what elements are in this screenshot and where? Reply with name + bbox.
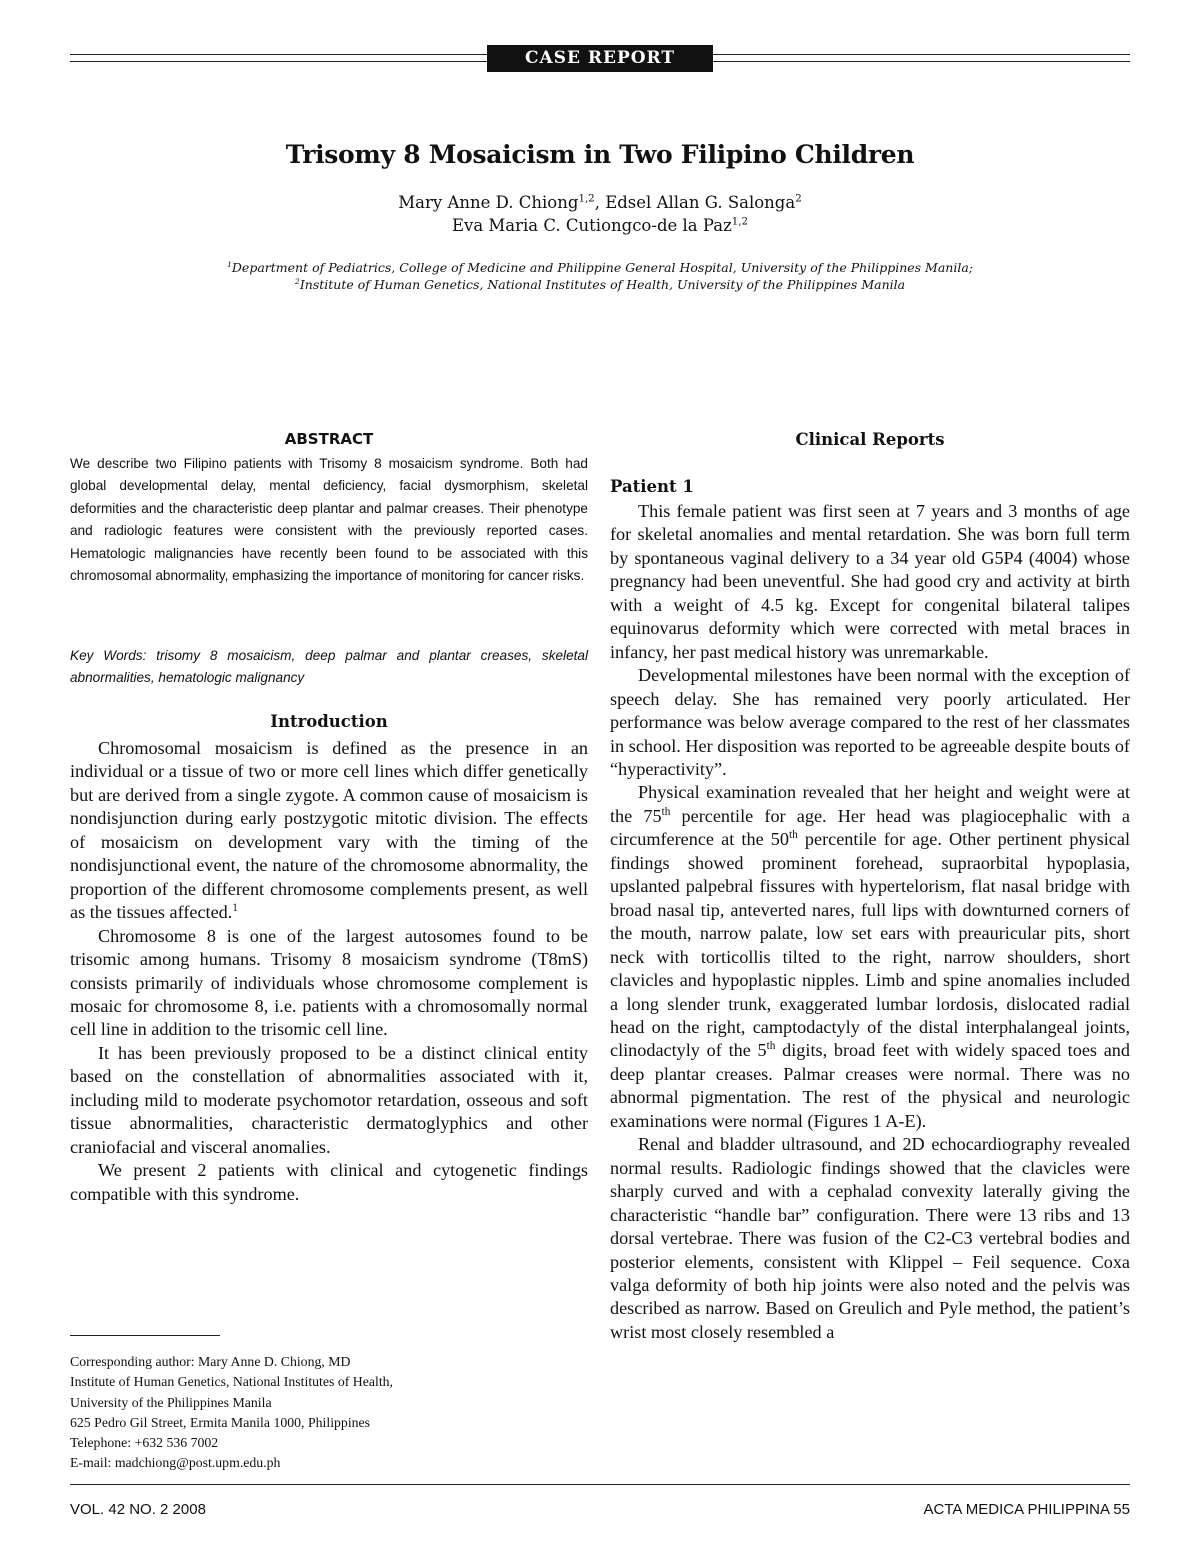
author-affiliation-mark: 2 bbox=[795, 193, 802, 205]
affiliation-1 bbox=[0, 260, 1200, 275]
author-affiliation-mark: 1,2 bbox=[731, 216, 749, 228]
footnote-line: Telephone: +632 536 7002 bbox=[70, 1435, 219, 1451]
paragraph: This female patient was first seen at 7 years and 3 months of age for skeletal anomalies and mental retardation. She was born full term by spontaneous vaginal delivery to a 34 year old G5P4 (4004) whose pregnancy had been uneventful. She had good cry and activity at birth with a weight of 4.5 kg. Except for congenital bilateral talipes equinovarus deformity which were corrected with metal braces in infancy, her past medical history was unremarkable. bbox=[610, 501, 1130, 662]
affiliation-2 bbox=[0, 277, 1200, 292]
ordinal-suffix: th bbox=[661, 805, 671, 818]
footnote-line: Corresponding author: Mary Anne D. Chiong, MD bbox=[70, 1354, 351, 1369]
author-line-2 bbox=[0, 216, 1200, 235]
footnote-line: E-mail: madchiong@post.upm.edu.ph bbox=[70, 1455, 281, 1471]
header-rule-right-top bbox=[713, 54, 1130, 55]
author-name: Mary Anne D. Chiong bbox=[398, 193, 579, 212]
affiliation-mark: 1 bbox=[226, 259, 232, 269]
introduction-heading: Introduction bbox=[270, 712, 388, 731]
paragraph: We present 2 patients with clinical and cytogenetic findings compatible with this syndrome. bbox=[70, 1160, 588, 1204]
affiliation-mark: 2 bbox=[294, 276, 300, 286]
header-rule-right-bottom bbox=[713, 61, 1130, 62]
author-name: Edsel Allan G. Salonga bbox=[605, 193, 796, 212]
footnote-rule bbox=[70, 1335, 220, 1336]
author-name: Eva Maria C. Cutiongco-de la Paz bbox=[451, 216, 732, 235]
footnote-line: Institute of Human Genetics, National Institutes of Health, bbox=[70, 1374, 394, 1390]
abstract-body: We describe two Filipino patients with Trisomy 8 mosaicism syndrome. Both had global developmental delay, mental deficiency, facial dysmorphism, skeletal deformities and the characteristic deep plantar and palmar creases. Their phenotype and radiologic features were consistent with the previously reported cases. Hematologic malignancies have recently been found to be associated with this chromosomal abnormality, emphasizing the importance of monitoring for cancer risks. bbox=[70, 456, 588, 584]
journal-page: ACTA MEDICA PHILIPPINA 55 bbox=[923, 1501, 1130, 1518]
author-separator: , bbox=[594, 193, 606, 212]
paragraph-text: percentile for age. Other pertinent physical findings showed prominent forehead, supraorbital hypoplasia, upslanted palpebral fissures with hypertelorism, flat nasal bridge with broad nasal tip, anteverted nares, full lips with downturned corners of the mouth, narrow palate, low set ears with preauricular pits, short neck with torticollis tilted to the right, narrow shoulders, short clavicles and hypoplastic nipples. Limb and spine anomalies included a long slender trunk, exaggerated lumbar lordosis, dislocated radial head on the right, camptodactyly of the distal interphalangeal joints, clinodactyly of the 5 bbox=[610, 829, 1130, 1061]
paragraph-text: Chromosomal mosaicism is defined as the presence in an individual or a tissue of two or more cell lines which differ genetically but are derived from a single zygote. A common cause of mosaicism is nondisjunction during early postzygotic mitotic division. The effects of mosaicism on development vary with the timing of the nondisjunctional event, the nature of the chromosome abnormality, the proportion of the different chromosome complements present, as well as the tissues affected. bbox=[70, 738, 588, 923]
paragraph-text: Physical examination revealed that her height and weight were at the 75 bbox=[610, 782, 1130, 826]
clinical-reports-heading: Clinical Reports bbox=[795, 430, 945, 449]
paragraph bbox=[610, 781, 1130, 1133]
affiliation-text: Institute of Human Genetics, National Institutes of Health, University of the Philippines Manila bbox=[299, 277, 906, 292]
correspondence-footnote bbox=[70, 1352, 590, 1474]
paragraph: Chromosome 8 is one of the largest autosomes found to be trisomic among humans. Trisomy 8 mosaicism syndrome (T8mS) consists primarily of individuals whose chromosome complement is mosaic for chromosome 8, i.e. patients with a chromosomally normal cell line in addition to the trisomic cell line. bbox=[70, 925, 588, 1040]
footnote-line: University of the Philippines Manila bbox=[70, 1394, 272, 1410]
affiliation-text: Department of Pediatrics, College of Medicine and Philippine General Hospital, University of the Philippines Manila; bbox=[231, 260, 974, 275]
header-rule-left-top bbox=[70, 54, 487, 55]
clinical-text bbox=[610, 500, 1130, 1344]
header-rule-left-bottom bbox=[70, 61, 487, 62]
paragraph: It has been previously proposed to be a distinct clinical entity based on the constellation of abnormalities associated with it, including mild to moderate psychomotor retardation, osseous and soft tissue abnormalities, characteristic dermatoglyphics and other craniofacial and visceral anomalies. bbox=[70, 1042, 588, 1157]
paragraph: Renal and bladder ultrasound, and 2D echocardiography revealed normal results. Radiologic findings showed that the clavicles were sharply curved and with a cephalad convexity laterally giving the characteristic “handle bar” configuration. There were 13 ribs and 13 dorsal vertebrae. There was fusion of the C2-C3 vertebral bodies and posterior elements, consistent with Klippel – Feil sequence. Coxa valga deformity of both hip joints were also noted and the pelvis was described as narrow. Based on Greulich and Pyle method, the patient’s wrist most closely resembled a bbox=[610, 1134, 1130, 1342]
paragraph-text: percentile for age. Her head was plagiocephalic with a circumference at the 50 bbox=[610, 805, 1130, 850]
footer-rule bbox=[70, 1484, 1130, 1485]
introduction-text bbox=[70, 737, 588, 1206]
author-line-1 bbox=[0, 193, 1200, 212]
journal-volume: VOL. 42 NO. 2 2008 bbox=[70, 1501, 206, 1518]
author-affiliation-mark: 1,2 bbox=[578, 193, 595, 205]
reference-mark: 1 bbox=[232, 902, 238, 915]
keywords: Key Words: trisomy 8 mosaicism, deep palmar and plantar creases, skeletal abnormalities, hematologic malignancy bbox=[70, 648, 588, 686]
section-label: CASE REPORT bbox=[487, 45, 713, 72]
abstract-heading: ABSTRACT bbox=[284, 430, 374, 448]
ordinal-suffix: th bbox=[766, 1040, 776, 1053]
ordinal-suffix: th bbox=[788, 829, 798, 842]
patient-1-heading: Patient 1 bbox=[610, 477, 694, 496]
footnote-line: 625 Pedro Gil Street, Ermita Manila 1000, Philippines bbox=[70, 1414, 371, 1430]
article-title: Trisomy 8 Mosaicism in Two Filipino Children bbox=[285, 140, 915, 169]
paragraph bbox=[70, 737, 588, 925]
paragraph-text: digits, broad feet with widely spaced toes and deep plantar creases. Palmar creases were normal. There was no abnormal pigmentation. The rest of the physical and neurologic examinations were normal (Figures 1 A-E). bbox=[610, 1040, 1130, 1131]
paragraph: Developmental milestones have been normal with the exception of speech delay. She has remained very poorly articulated. Her performance was below average compared to the rest of her classmates in school. Her disposition was reported to be agreeable despite bouts of “hyperactivity”. bbox=[610, 665, 1130, 779]
